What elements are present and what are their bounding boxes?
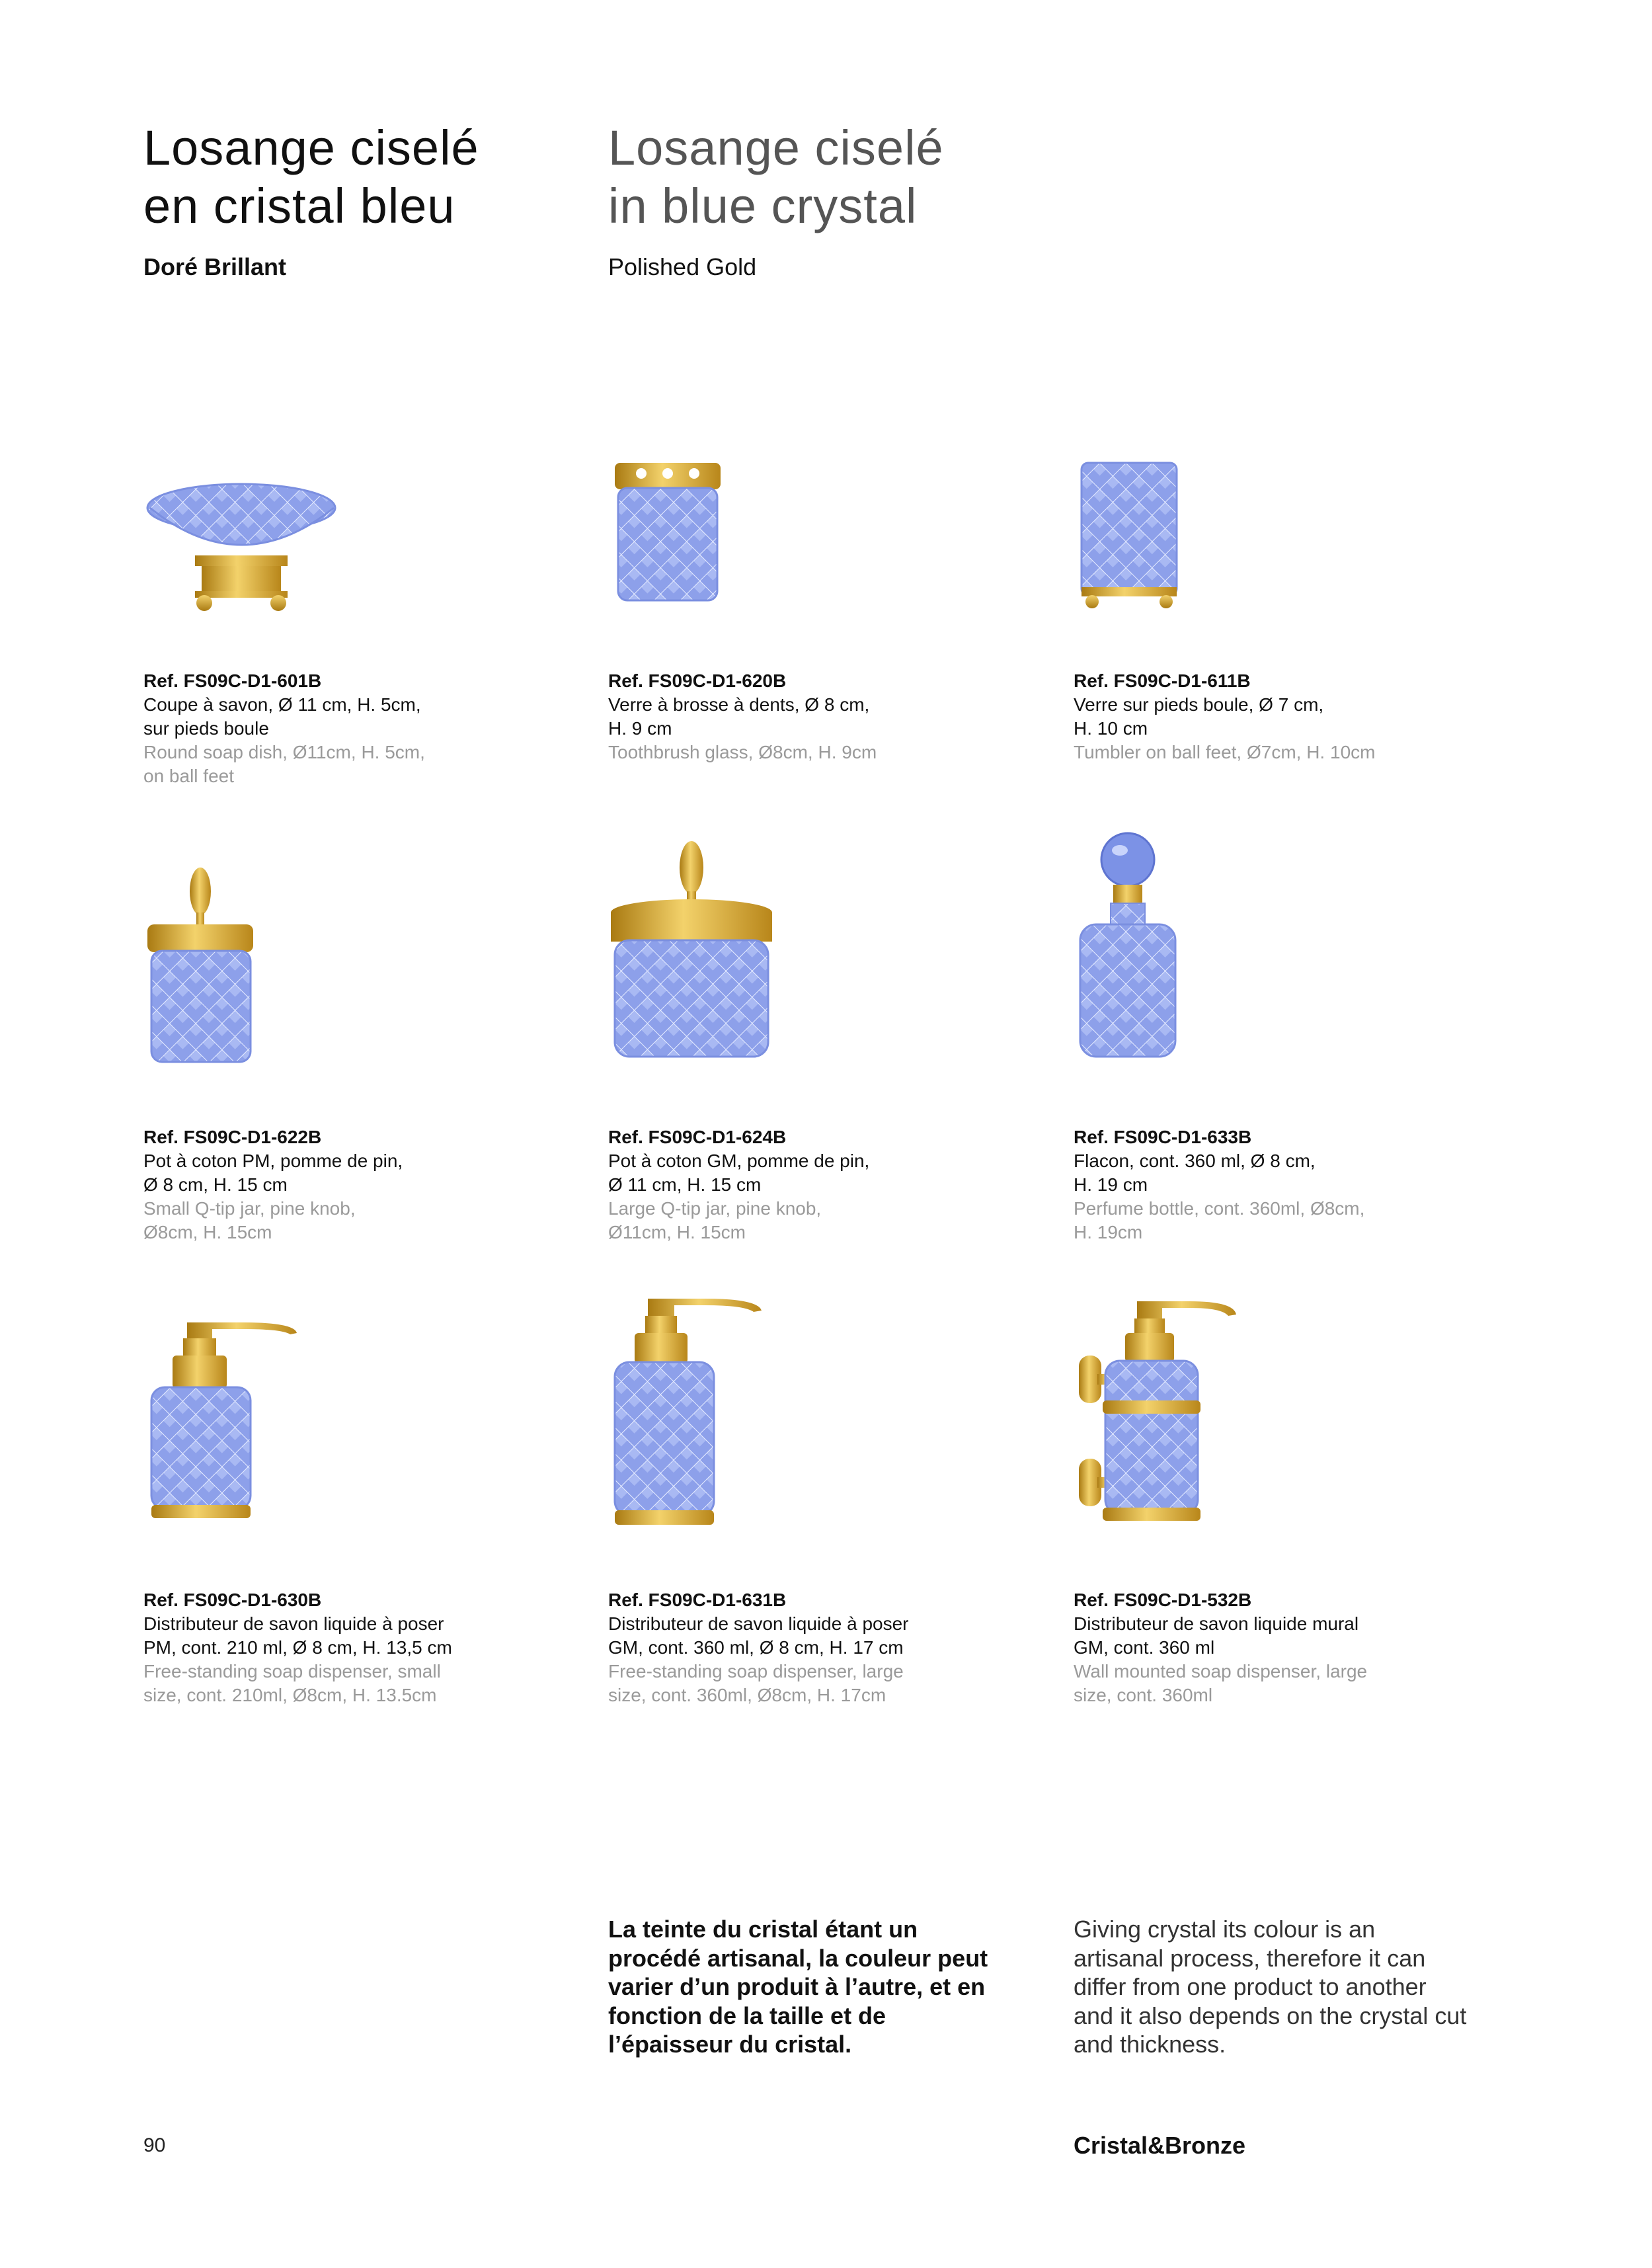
product-description-english: Free-standing soap dispenser, small size, cont. 210ml, Ø8cm, H. 13.5cm xyxy=(143,1661,441,1705)
page-number: 90 xyxy=(143,2134,166,2156)
product-description-french: Distributeur de savon liquide à poser PM, cont. 210 ml, Ø 8 cm, H. 13,5 cm xyxy=(143,1613,452,1658)
large-jar-icon xyxy=(608,827,826,1065)
tumbler-icon xyxy=(1074,436,1292,661)
title-french-line-1: Losange ciselé xyxy=(143,120,479,175)
product-description-english: Wall mounted soap dispenser, large size, cont. 360ml xyxy=(1074,1661,1368,1705)
toothbrush-glass-icon xyxy=(608,436,826,661)
product-reference: Ref. FS09C-D1-622B xyxy=(143,1127,322,1147)
title-french xyxy=(143,119,479,235)
product-reference: Ref. FS09C-D1-624B xyxy=(608,1127,787,1147)
product-reference: Ref. FS09C-D1-620B xyxy=(608,670,787,691)
product-reference: Ref. FS09C-D1-631B xyxy=(608,1590,787,1610)
product-reference: Ref. FS09C-D1-633B xyxy=(1074,1127,1252,1147)
title-english xyxy=(608,119,944,235)
product-description-french: Flacon, cont. 360 ml, Ø 8 cm, H. 19 cm xyxy=(1074,1151,1316,1195)
product-description-english: Free-standing soap dispenser, large size, cont. 360ml, Ø8cm, H. 17cm xyxy=(608,1661,904,1705)
title-english-line-1: Losange ciselé xyxy=(608,120,944,175)
finish-french: Doré Brillant xyxy=(143,253,287,280)
product-description-french: Distributeur de savon liquide mural GM, cont. 360 ml xyxy=(1074,1613,1359,1658)
product-reference: Ref. FS09C-D1-532B xyxy=(1074,1590,1252,1610)
product-description-french: Verre sur pieds boule, Ø 7 cm, H. 10 cm xyxy=(1074,694,1324,739)
product-reference: Ref. FS09C-D1-601B xyxy=(143,670,322,691)
small-jar-icon xyxy=(143,840,362,1065)
product-description-english: Small Q-tip jar, pine knob, Ø8cm, H. 15cm xyxy=(143,1198,356,1242)
product-description-english: Large Q-tip jar, pine knob, Ø11cm, H. 15cm xyxy=(608,1198,822,1242)
soap-dispenser-small-icon xyxy=(143,1309,362,1534)
product-description-french: Distributeur de savon liquide à poser GM, cont. 360 ml, Ø 8 cm, H. 17 cm xyxy=(608,1613,909,1658)
product-reference: Ref. FS09C-D1-611B xyxy=(1074,670,1251,691)
soap-dish-icon xyxy=(143,436,362,661)
product-description-english: Round soap dish, Ø11cm, H. 5cm, on ball feet xyxy=(143,742,425,786)
title-english-line-2: in blue crystal xyxy=(608,179,918,233)
product-description-french: Pot à coton PM, pomme de pin, Ø 8 cm, H. 15 cm xyxy=(143,1151,403,1195)
wall-soap-dispenser-icon xyxy=(1074,1289,1292,1541)
finish-english: Polished Gold xyxy=(608,253,757,280)
product-reference: Ref. FS09C-D1-630B xyxy=(143,1590,322,1610)
product-description-french: Pot à coton GM, pomme de pin, Ø 11 cm, H. 15 cm xyxy=(608,1151,870,1195)
note-french: La teinte du cristal étant un procédé artisanal, la couleur peut varier d’un produit à l’autre, et en fonction de la taille et de l’épaisseur du cristal. xyxy=(608,1916,988,2058)
brand-name: Cristal&Bronze xyxy=(1074,2132,1246,2159)
product-description-english: Toothbrush glass, Ø8cm, H. 9cm xyxy=(608,742,877,762)
title-french-line-2: en cristal bleu xyxy=(143,179,455,233)
product-description-french: Verre à brosse à dents, Ø 8 cm, H. 9 cm xyxy=(608,694,870,739)
product-description-french: Coupe à savon, Ø 11 cm, H. 5cm, sur pieds boule xyxy=(143,694,421,739)
soap-dispenser-large-icon xyxy=(608,1289,826,1541)
perfume-bottle-icon xyxy=(1074,827,1292,1065)
product-description-english: Perfume bottle, cont. 360ml, Ø8cm, H. 19cm xyxy=(1074,1198,1365,1242)
product-description-english: Tumbler on ball feet, Ø7cm, H. 10cm xyxy=(1074,742,1376,762)
note-english: Giving crystal its colour is an artisanal process, therefore it can differ from one product to another and it also depends on the crystal cut and thickness. xyxy=(1074,1916,1467,2058)
